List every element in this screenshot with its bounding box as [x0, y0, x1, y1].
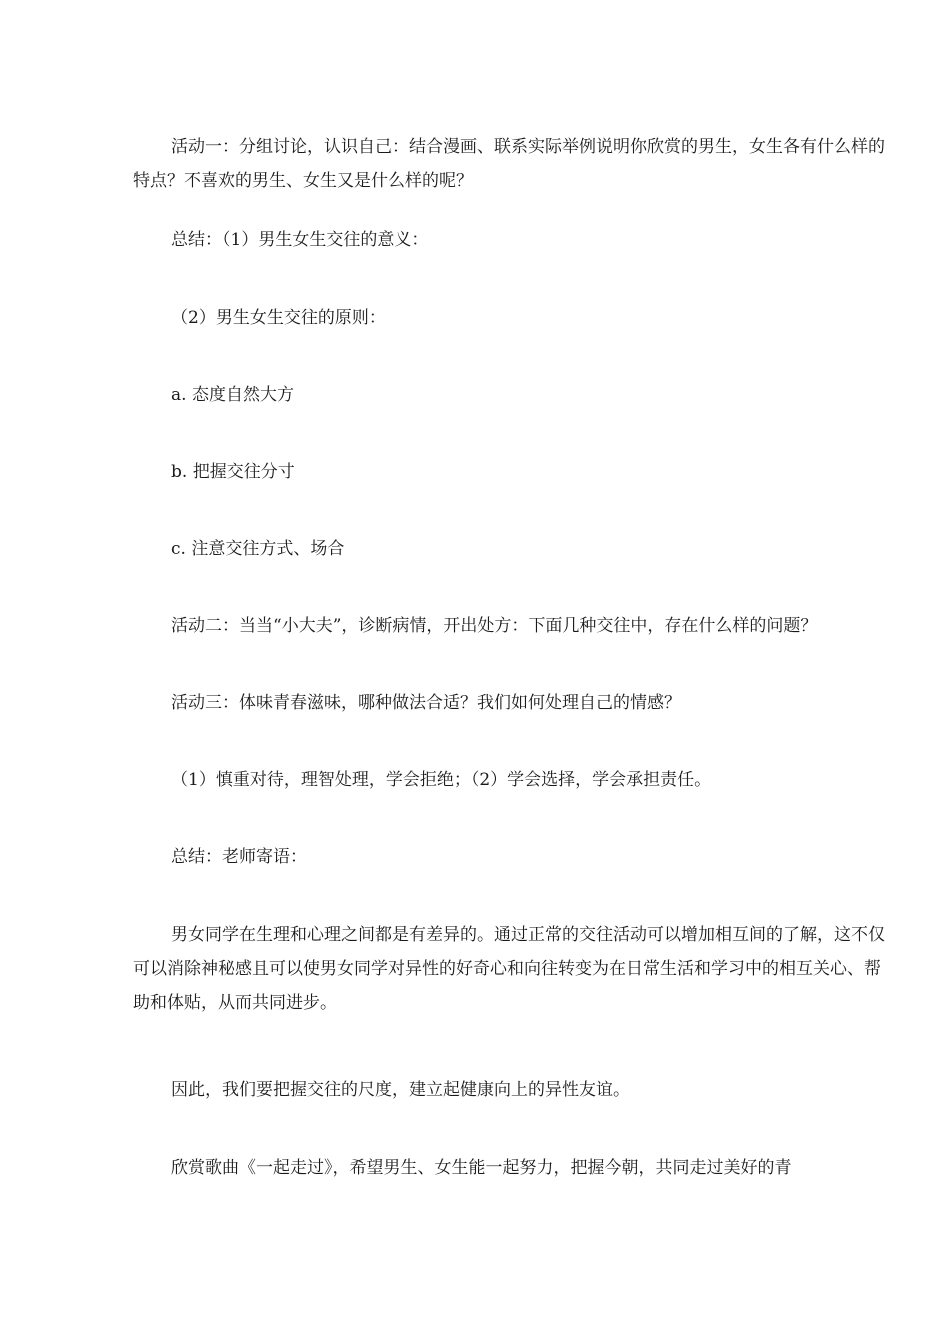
paragraph-principle-a: a. 态度自然大方: [171, 385, 294, 405]
paragraph-teacher-message: 男女同学在生理和心理之间都是有差异的。通过正常的交往活动可以增加相互间的了解，这不仅可以消除神秘感且可以使男女同学对异性的好奇心和向往转变为在日常生活和学习中的相互关心、帮助和体贴，从而共同进步。: [133, 925, 885, 1013]
paragraph-principle-b: b. 把握交往分寸: [171, 462, 295, 482]
paragraph-activity-one: 活动一：分组讨论，认识自己：结合漫画、联系实际举例说明你欣赏的男生，女生各有什么样的特点？不喜欢的男生、女生又是什么样的呢？: [133, 137, 885, 191]
paragraph-principles: （2）男生女生交往的原则：: [171, 308, 386, 328]
paragraph-principle-c: c. 注意交往方式、场合: [171, 539, 345, 559]
paragraph-activity-three: 活动三：体味青春滋味，哪种做法合适？我们如何处理自己的情感？: [171, 693, 681, 713]
paragraph-summary-meaning: 总结：（1）男生女生交往的意义：: [171, 230, 429, 250]
paragraph-emotion-handling: （1）慎重对待，理智处理，学会拒绝；（2）学会选择，学会承担责任。: [171, 770, 712, 790]
paragraph-activity-two: 活动二：当当“小大夫”，诊断病情，开出处方：下面几种交往中，存在什么样的问题？: [171, 616, 818, 636]
paragraph-summary-teacher: 总结：老师寄语：: [171, 847, 307, 867]
paragraph-song: 欣赏歌曲《一起走过》，希望男生、女生能一起努力，把握今朝，共同走过美好的青: [171, 1158, 792, 1178]
paragraph-conclusion: 因此，我们要把握交往的尺度，建立起健康向上的异性友谊。: [171, 1080, 630, 1100]
